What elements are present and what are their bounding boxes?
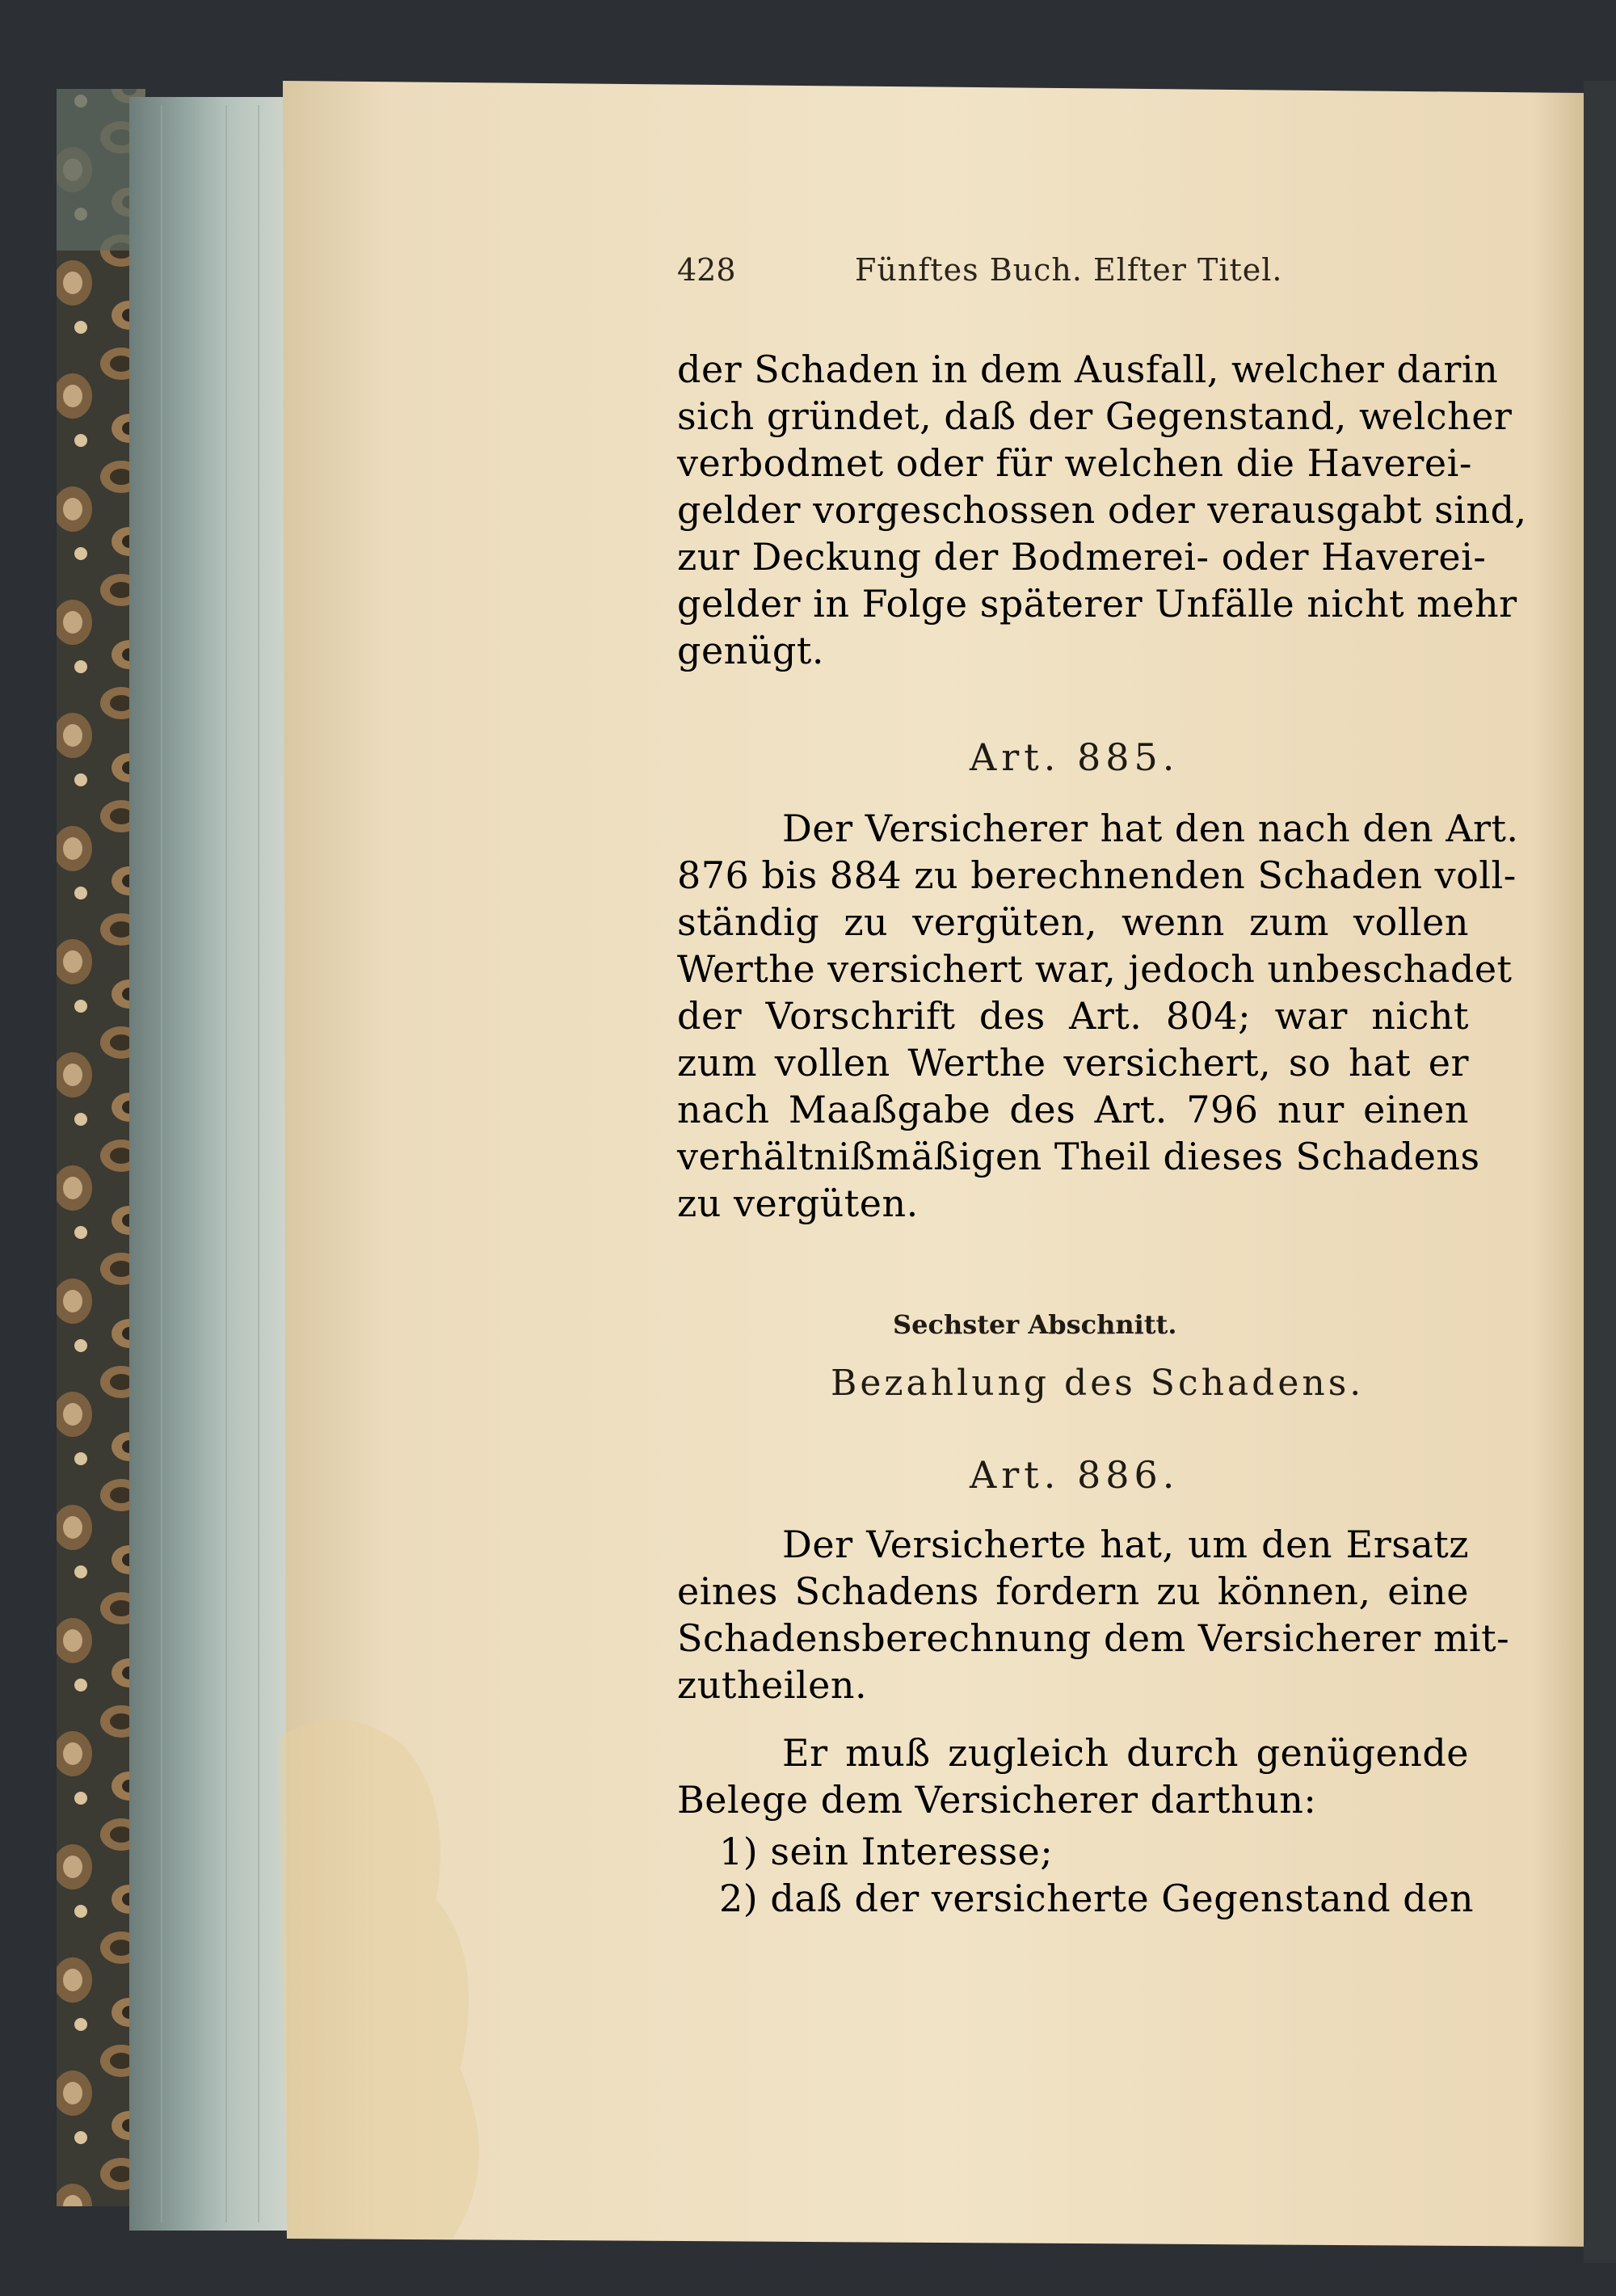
text-line: zutheilen.: [677, 1663, 868, 1707]
article-885-text: [677, 805, 1519, 1227]
article-886-text: [677, 1521, 1510, 1708]
text-line: Der Versicherte hat, um den Ersatz: [782, 1523, 1469, 1566]
text-line: zum vollen Werthe versichert, so hat er: [677, 1041, 1469, 1085]
paragraph-continuation: [677, 346, 1527, 674]
text-line: zur Deckung der Bodmerei- oder Haverei-: [677, 535, 1487, 579]
text-line: 876 bis 884 zu berechnenden Schaden voll-: [677, 853, 1517, 897]
text-line: der Vorschrift des Art. 804; war nicht: [677, 994, 1469, 1038]
text-line: Schadensberechnung dem Versicherer mit-: [677, 1616, 1510, 1660]
text-line: verhältnißmäßigen Theil dieses Schadens: [677, 1135, 1480, 1178]
text-line: Er muß zugleich durch genügende: [782, 1731, 1469, 1775]
text-line: Werthe versichert war, jedoch unbeschadet: [677, 947, 1513, 991]
text-line: zu vergüten.: [677, 1182, 919, 1225]
section-title: Bezahlung des Schadens.: [831, 1363, 1365, 1404]
text-line: genügt.: [677, 629, 824, 672]
article-886-list: [677, 1828, 1475, 1922]
list-item: 2) daß der versicherte Gegenstand den: [719, 1877, 1475, 1920]
running-header: [677, 252, 1348, 301]
text-line: eines Schadens fordern zu können, eine: [677, 1569, 1469, 1613]
list-item: 1) sein Interesse;: [719, 1830, 1054, 1873]
article-886-text-continued: [677, 1729, 1469, 1823]
text-line: Der Versicherer hat den nach den Art.: [782, 807, 1519, 850]
article-heading-886: Art. 886.: [970, 1453, 1180, 1497]
page-number: 428: [677, 252, 736, 288]
text-line: sich gründet, daß der Gegenstand, welcher: [677, 394, 1513, 438]
text-line: nach Maaßgabe des Art. 796 nur einen: [677, 1088, 1469, 1131]
text-line: ständig zu vergüten, wenn zum vollen: [677, 900, 1469, 944]
article-heading-885: Art. 885.: [970, 735, 1180, 779]
text-line: der Schaden in dem Ausfall, welcher darin: [677, 348, 1499, 391]
section-label: Sechster Abschnitt.: [893, 1309, 1177, 1340]
text-line: Belege dem Versicherer darthun:: [677, 1778, 1317, 1822]
running-title: Fünftes Buch. Elfter Titel.: [855, 252, 1283, 288]
text-line: gelder vorgeschossen oder verausgabt sind,: [677, 488, 1527, 532]
text-line: verbodmet oder für welchen die Haverei-: [677, 441, 1472, 485]
text-line: gelder in Folge späterer Unfälle nicht mehr: [677, 582, 1517, 626]
